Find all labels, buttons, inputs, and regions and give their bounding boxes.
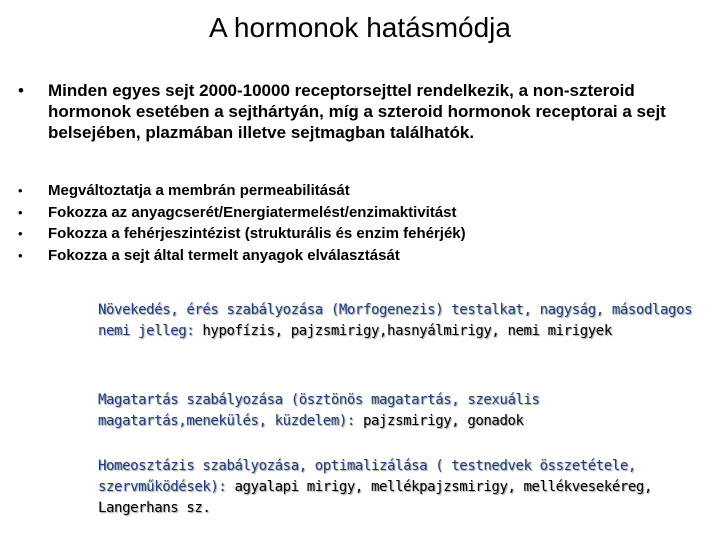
bullet-icon: • (18, 247, 23, 263)
list-item (18, 202, 698, 224)
paragraph-detail: pajzsmirigy, gonadok (354, 413, 524, 429)
list-item-text: Fokozza a sejt által termelt anyagok elválasztását (48, 246, 400, 264)
slide-title: A hormonok hatásmódja (209, 12, 511, 43)
paragraph-detail: agyalapi mirigy, mellékpajzsmirigy, mellékvesekéreg, Langerhans sz. (98, 479, 652, 516)
paragraph-detail: hypofízis, pajzsmirigy,hasnyálmirigy, nemi mirigyek (194, 323, 612, 339)
paragraph-homeostasis-regulation (98, 456, 698, 519)
paragraph-heading: Növekedés, érés szabályozása (Morfogenezis) testalkat, nagyság, másodlagos nemi jelleg: (98, 302, 693, 339)
list-item-text: Megváltoztatja a membrán permeabilitását (48, 182, 350, 199)
list-item-text: Fokozza a fehérjeszintézist (strukturális és enzim fehérjék) (48, 225, 466, 242)
paragraph-growth-regulation (98, 300, 698, 342)
list-item (18, 245, 698, 267)
main-bullet-item (18, 80, 698, 143)
paragraph-heading: Homeosztázis szabályozása, optimalizálása ( testnedvek összetétele, szervműködések): (98, 458, 636, 495)
bullet-icon: • (18, 183, 23, 198)
main-bullet-list (18, 80, 698, 143)
effects-bullet-list (18, 180, 698, 266)
main-bullet-text: Minden egyes sejt 2000-10000 receptorsejttel rendelkezik, a non-szteroid hormonok esetében a sejthártyán, míg a szteroid hormonok receptorai a sejt belsejében, plazmában illetve sejtmagban találhatók. (48, 81, 666, 142)
list-item (18, 223, 698, 245)
paragraph-behavior-regulation (98, 390, 698, 432)
bullet-icon: • (18, 81, 24, 100)
paragraph-heading: Magatartás szabályozása (ösztönös magatartás, szexuális magatartás,menekülés, küzdelem): (98, 392, 540, 429)
bullet-icon: • (18, 226, 23, 241)
bullet-icon: • (18, 204, 23, 220)
list-item (18, 180, 698, 202)
list-item-text: Fokozza az anyagcserét/Energiatermelést/enzimaktivitást (48, 203, 457, 221)
